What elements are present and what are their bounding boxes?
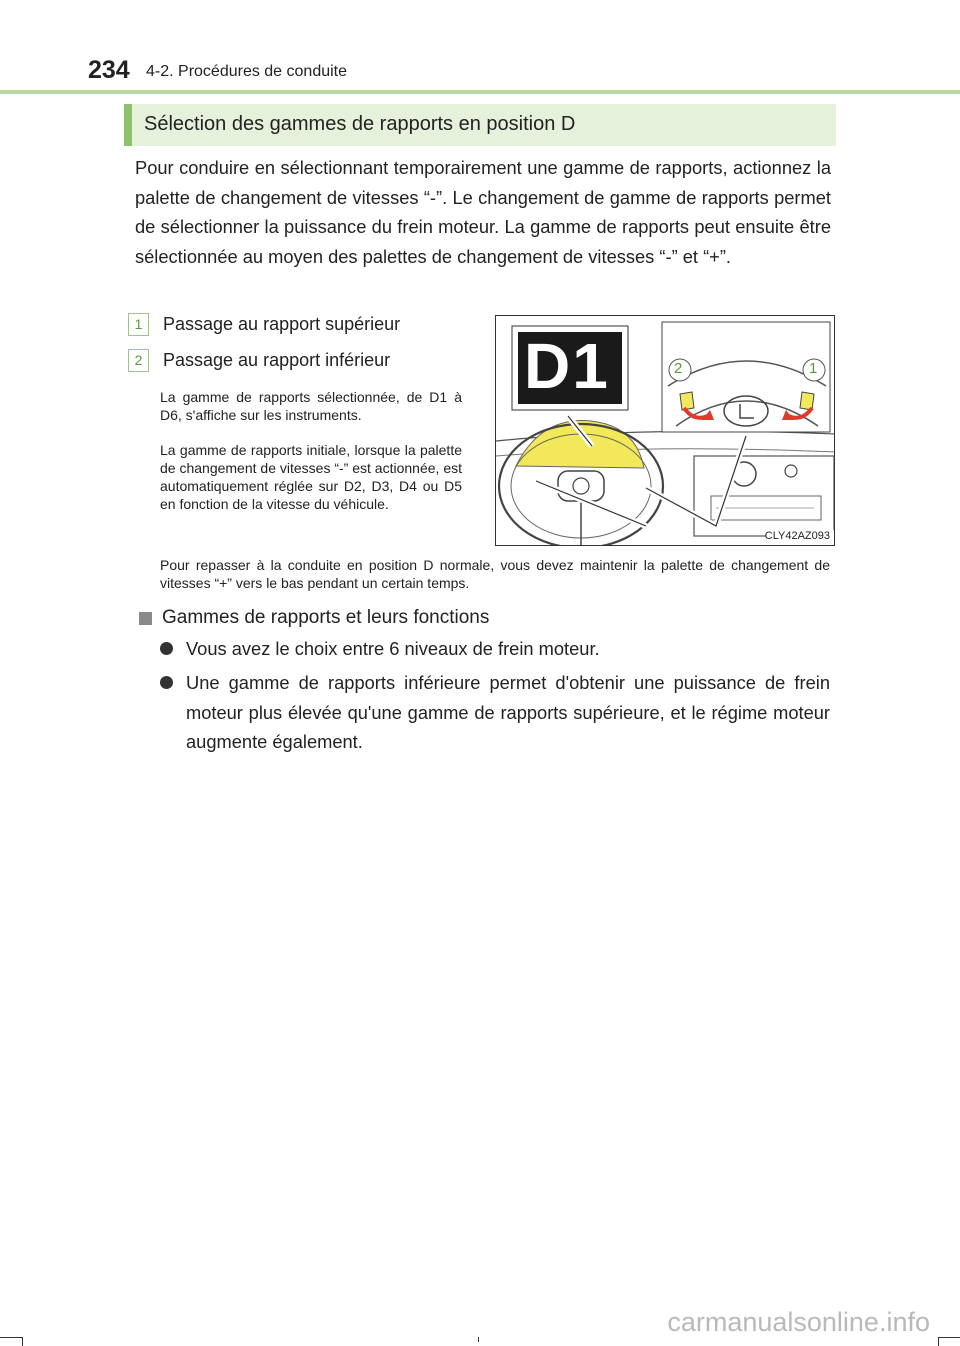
number-badge: 1 [128,313,149,336]
callout-2: 2 [674,360,683,377]
page-number: 234 [88,56,130,84]
crop-mark [478,1337,479,1342]
note-initial-gear: La gamme de rapports initiale, lorsque la palette de changement de vitesses “-” est actionnée, est automatiquement réglée sur D2, D3, D4 ou D5 en fonction de la vitesse du véhicule. [160,442,462,512]
list-item-downshift [128,349,390,372]
steering-paddle-figure [495,315,835,546]
square-bullet-icon [139,612,152,625]
subsection-heading [139,607,489,629]
number-badge: 2 [128,349,149,372]
item-label: Passage au rapport supérieur [163,314,401,334]
crop-mark [938,1337,939,1346]
bullet-text: Une gamme de rapports inférieure permet d'obtenir une puissance de frein moteur plus élevée qu'une gamme de rapports supérieure, et le régime moteur augmente également. [186,672,830,752]
note-gear-display: La gamme de rapports sélectionnée, de D1 à D6, s'affiche sur les instruments. [160,389,462,423]
chapter-title: 4-2. Procédures de conduite [146,63,348,80]
gear-display-text: D1 [524,330,610,402]
crop-mark [0,1337,22,1338]
crop-mark [938,1337,960,1338]
note-return-normal-d: Pour repasser à la conduite en position D normale, vous devez maintenir la palette de changement de vitesses “+” vers le bas pendant un certain temps. [160,557,830,591]
item-label: Passage au rapport inférieur [163,350,391,370]
subsection-title: Gammes de rapports et leurs fonctions [162,607,490,628]
bullet-text: Vous avez le choix entre 6 niveaux de frein moteur. [186,638,600,659]
crop-mark [22,1337,23,1346]
watermark: carmanualsonline.info [667,1307,930,1337]
figure-code: CLY42AZ093 [764,530,830,542]
bullet-item [160,634,830,664]
intro-paragraph: Pour conduire en sélectionnant temporairement une gamme de rapports, actionnez la palette de changement de vitesses “-”. Le changement de gamme de rapports permet de sélectionner la puissance du frein moteur. La gamme de rapports peut ensuite être sélectionnée au moyen des palettes de changement de vitesses “-” et “+”. [135,157,831,267]
bullet-dot-icon [160,642,173,655]
bullet-dot-icon [160,676,173,689]
header-divider [0,90,960,94]
callout-1: 1 [809,360,818,377]
bullet-item [160,668,830,757]
section-heading-box [124,104,836,146]
list-item-upshift [128,313,400,336]
section-title: Sélection des gammes de rapports en position D [144,113,576,135]
